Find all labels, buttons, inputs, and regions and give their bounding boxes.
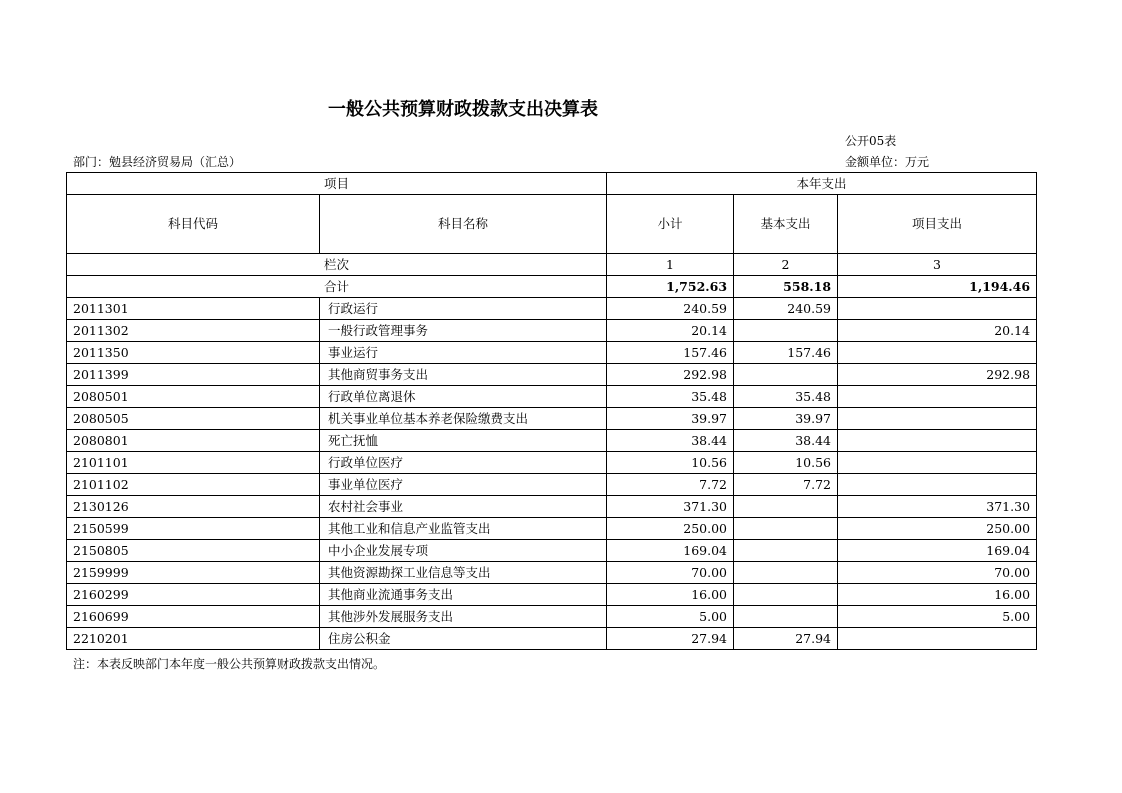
project-expense-cell: 16.00 xyxy=(838,584,1037,606)
subtotal-cell: 35.48 xyxy=(607,386,734,408)
subject-name-cell: 行政单位医疗 xyxy=(320,452,607,474)
basic-expense-cell: 157.46 xyxy=(734,342,838,364)
subject-code-cell: 2080801 xyxy=(67,430,320,452)
total-subtotal: 1,752.63 xyxy=(607,276,734,298)
project-expense-cell xyxy=(838,474,1037,496)
table-row xyxy=(67,342,1037,364)
header-subject-name: 科目名称 xyxy=(320,195,607,254)
subject-name-cell: 其他商业流通事务支出 xyxy=(320,584,607,606)
subtotal-cell: 292.98 xyxy=(607,364,734,386)
project-expense-cell xyxy=(838,628,1037,650)
project-expense-cell xyxy=(838,408,1037,430)
subtotal-cell: 5.00 xyxy=(607,606,734,628)
table-row xyxy=(67,408,1037,430)
column-order-3: 3 xyxy=(838,254,1037,276)
subject-name-cell: 机关事业单位基本养老保险缴费支出 xyxy=(320,408,607,430)
subtotal-cell: 250.00 xyxy=(607,518,734,540)
basic-expense-cell xyxy=(734,496,838,518)
subtotal-cell: 16.00 xyxy=(607,584,734,606)
subject-code-cell: 2080501 xyxy=(67,386,320,408)
subject-code-cell: 2210201 xyxy=(67,628,320,650)
subtotal-cell: 20.14 xyxy=(607,320,734,342)
form-number: 公开05表 xyxy=(845,134,897,148)
project-expense-cell: 70.00 xyxy=(838,562,1037,584)
subject-name-cell: 其他工业和信息产业监管支出 xyxy=(320,518,607,540)
header-current-year-expense: 本年支出 xyxy=(607,173,1037,195)
subject-name-cell: 事业运行 xyxy=(320,342,607,364)
subject-name-cell: 事业单位医疗 xyxy=(320,474,607,496)
subject-name-cell: 行政单位离退休 xyxy=(320,386,607,408)
project-expense-cell: 169.04 xyxy=(838,540,1037,562)
subject-code-cell: 2159999 xyxy=(67,562,320,584)
page-title: 一般公共预算财政拨款支出决算表 xyxy=(328,99,598,120)
subject-code-cell: 2011399 xyxy=(67,364,320,386)
subtotal-cell: 169.04 xyxy=(607,540,734,562)
table-row xyxy=(67,452,1037,474)
subtotal-cell: 27.94 xyxy=(607,628,734,650)
subtotal-cell: 157.46 xyxy=(607,342,734,364)
amount-unit-label: 金额单位：万元 xyxy=(845,155,930,169)
basic-expense-cell xyxy=(734,606,838,628)
basic-expense-cell xyxy=(734,584,838,606)
subject-code-cell: 2130126 xyxy=(67,496,320,518)
project-expense-cell: 5.00 xyxy=(838,606,1037,628)
column-order-1: 1 xyxy=(607,254,734,276)
table-row xyxy=(67,628,1037,650)
header-basic-expense: 基本支出 xyxy=(734,195,838,254)
project-expense-cell xyxy=(838,298,1037,320)
header-row-columns xyxy=(67,195,1037,254)
header-subtotal: 小计 xyxy=(607,195,734,254)
subtotal-cell: 7.72 xyxy=(607,474,734,496)
project-expense-cell xyxy=(838,452,1037,474)
header-project: 项目 xyxy=(67,173,607,195)
basic-expense-cell xyxy=(734,320,838,342)
subtotal-cell: 38.44 xyxy=(607,430,734,452)
project-expense-cell xyxy=(838,342,1037,364)
subject-name-cell: 一般行政管理事务 xyxy=(320,320,607,342)
basic-expense-cell: 39.97 xyxy=(734,408,838,430)
column-order-label: 栏次 xyxy=(67,254,607,276)
table-row xyxy=(67,496,1037,518)
subject-code-cell: 2011301 xyxy=(67,298,320,320)
subject-code-cell: 2150805 xyxy=(67,540,320,562)
basic-expense-cell: 7.72 xyxy=(734,474,838,496)
subject-name-cell: 住房公积金 xyxy=(320,628,607,650)
subject-code-cell: 2150599 xyxy=(67,518,320,540)
department-label: 部门：勉县经济贸易局（汇总） xyxy=(73,155,242,169)
subject-code-cell: 2011302 xyxy=(67,320,320,342)
header-project-expense: 项目支出 xyxy=(838,195,1037,254)
header-subject-code: 科目代码 xyxy=(67,195,320,254)
table-note: 注：本表反映部门本年度一般公共预算财政拨款支出情况。 xyxy=(73,657,386,671)
table-row xyxy=(67,474,1037,496)
basic-expense-cell xyxy=(734,364,838,386)
subtotal-cell: 371.30 xyxy=(607,496,734,518)
table-row xyxy=(67,584,1037,606)
column-order-2: 2 xyxy=(734,254,838,276)
subject-name-cell: 农村社会事业 xyxy=(320,496,607,518)
table-row xyxy=(67,518,1037,540)
subject-code-cell: 2080505 xyxy=(67,408,320,430)
basic-expense-cell: 35.48 xyxy=(734,386,838,408)
project-expense-cell: 250.00 xyxy=(838,518,1037,540)
table-row xyxy=(67,606,1037,628)
subject-code-cell: 2160699 xyxy=(67,606,320,628)
total-label: 合计 xyxy=(67,276,607,298)
subtotal-cell: 70.00 xyxy=(607,562,734,584)
basic-expense-cell xyxy=(734,518,838,540)
subject-name-cell: 死亡抚恤 xyxy=(320,430,607,452)
basic-expense-cell xyxy=(734,562,838,584)
subtotal-cell: 10.56 xyxy=(607,452,734,474)
table-row xyxy=(67,386,1037,408)
table-row xyxy=(67,320,1037,342)
basic-expense-cell: 27.94 xyxy=(734,628,838,650)
table-row xyxy=(67,364,1037,386)
basic-expense-cell xyxy=(734,540,838,562)
subtotal-cell: 39.97 xyxy=(607,408,734,430)
project-expense-cell xyxy=(838,386,1037,408)
subtotal-cell: 240.59 xyxy=(607,298,734,320)
table-row xyxy=(67,298,1037,320)
subject-name-cell: 中小企业发展专项 xyxy=(320,540,607,562)
project-expense-cell xyxy=(838,430,1037,452)
subject-code-cell: 2101102 xyxy=(67,474,320,496)
basic-expense-cell: 10.56 xyxy=(734,452,838,474)
basic-expense-cell: 38.44 xyxy=(734,430,838,452)
table-row xyxy=(67,430,1037,452)
header-row-top xyxy=(67,173,1037,195)
table-row xyxy=(67,540,1037,562)
basic-expense-cell: 240.59 xyxy=(734,298,838,320)
subject-name-cell: 行政运行 xyxy=(320,298,607,320)
table-row xyxy=(67,562,1037,584)
column-order-row xyxy=(67,254,1037,276)
project-expense-cell: 371.30 xyxy=(838,496,1037,518)
total-project: 1,194.46 xyxy=(838,276,1037,298)
subject-code-cell: 2160299 xyxy=(67,584,320,606)
subject-name-cell: 其他涉外发展服务支出 xyxy=(320,606,607,628)
project-expense-cell: 20.14 xyxy=(838,320,1037,342)
expense-table xyxy=(66,172,1037,650)
subject-name-cell: 其他商贸事务支出 xyxy=(320,364,607,386)
subject-code-cell: 2101101 xyxy=(67,452,320,474)
total-basic: 558.18 xyxy=(734,276,838,298)
total-row xyxy=(67,276,1037,298)
subject-code-cell: 2011350 xyxy=(67,342,320,364)
subject-name-cell: 其他资源勘探工业信息等支出 xyxy=(320,562,607,584)
project-expense-cell: 292.98 xyxy=(838,364,1037,386)
